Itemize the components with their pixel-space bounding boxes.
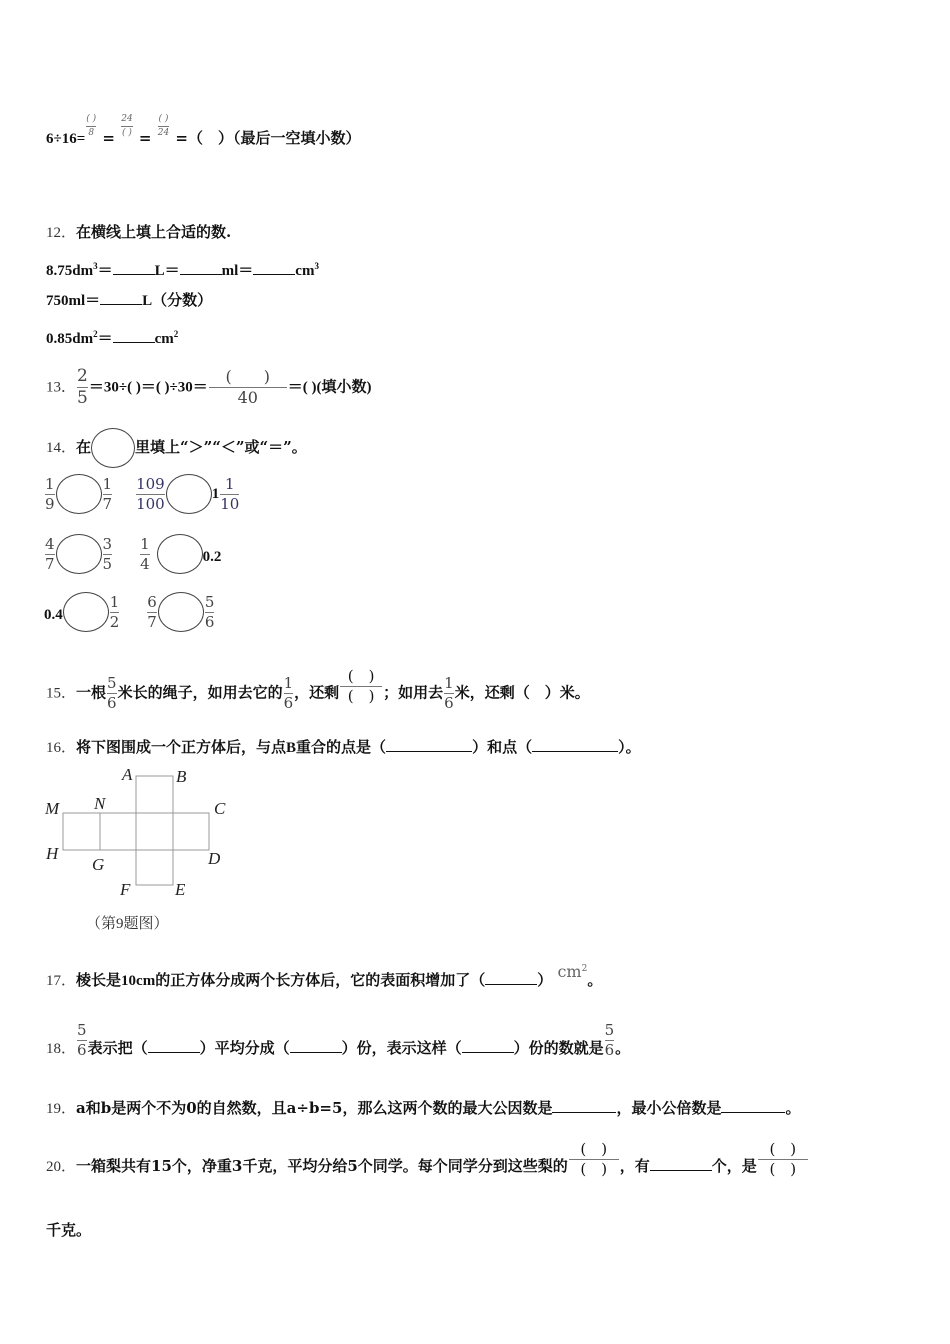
text: L（分数） — [142, 293, 213, 309]
compare-oval[interactable] — [63, 592, 109, 632]
text: L＝ — [154, 263, 180, 279]
text: ＝30÷( )＝( )÷30＝ — [88, 379, 208, 396]
label-d: D — [208, 849, 221, 868]
answer-fraction[interactable]: $\frac{( )}{( )}$ — [340, 669, 382, 704]
text: 0.85dm — [46, 331, 94, 347]
text: 将下图围成一个正方体后，与点 — [76, 738, 287, 756]
text: 个，是 — [711, 1157, 757, 1175]
fraction: $\frac{5}{6}$ — [204, 592, 215, 631]
label-g: G — [92, 855, 105, 874]
label-h: H — [46, 844, 59, 863]
text: 棱长是 — [76, 971, 122, 989]
compare-oval — [91, 428, 135, 468]
text: 。 — [615, 1039, 631, 1057]
text: 750ml＝ — [46, 293, 101, 309]
answer-blank[interactable] — [148, 1038, 200, 1053]
text: 在 — [76, 438, 92, 456]
q14-row-1 — [44, 474, 240, 514]
q14-row-2 — [44, 534, 221, 574]
question-number: 19． — [46, 1101, 77, 1117]
text: ）份的数就是 — [513, 1039, 604, 1057]
text: ＝( )(填小数) — [287, 379, 372, 396]
q11-frac-2: $\frac{24}{( )}$ — [121, 113, 133, 138]
q12-line-1 — [46, 256, 319, 281]
eq: = — [138, 129, 152, 147]
answer-blank[interactable] — [100, 290, 142, 305]
text: ）和点（ — [472, 738, 533, 756]
question-number: 18． — [46, 1041, 77, 1057]
question-number: 14． — [46, 440, 77, 456]
text: cm — [295, 263, 315, 279]
fraction: $\frac{6}{7}$ — [147, 592, 157, 631]
fraction: $\frac{5}{6}$ — [604, 1020, 615, 1059]
fraction: $\frac{5}{6}$ — [107, 674, 117, 712]
text: ，有 — [619, 1157, 650, 1175]
text: 的正方体分成两个长方体后，它的表面积增加了（ — [155, 971, 486, 989]
text: 表示把（ — [87, 1039, 148, 1057]
eq: = — [102, 129, 115, 147]
cube-net-figure — [40, 760, 240, 940]
label-c: C — [214, 799, 226, 818]
answer-blank[interactable] — [552, 1098, 616, 1113]
text: ＝ — [97, 331, 113, 347]
q19-line — [46, 1098, 800, 1119]
answer-blank[interactable] — [485, 970, 537, 985]
answer-blank[interactable] — [113, 328, 155, 343]
label-f: F — [120, 880, 131, 899]
question-number: 17． — [46, 973, 77, 989]
answer-blank[interactable] — [721, 1098, 785, 1113]
value: 10cm — [121, 973, 156, 989]
q11-tail: =（ ）（最后一空填小数） — [175, 129, 361, 147]
figure-caption: （第9题图） — [86, 916, 169, 932]
q14-row-3 — [44, 592, 215, 632]
label-n: N — [94, 794, 106, 813]
answer-blank[interactable] — [532, 737, 618, 752]
text: cm — [154, 331, 174, 347]
text: 。 — [587, 971, 603, 989]
fraction: $\frac{1}{6}$ — [444, 674, 454, 712]
label-a: A — [122, 765, 133, 784]
q13-frac-2: $\frac{( )}{40}$ — [209, 369, 287, 406]
text: ）平均分成（ — [199, 1039, 290, 1057]
text: 一箱梨共有15个，净重3千克，平均分给5个同学。每个同学分到这些梨的 — [76, 1157, 568, 1175]
question-number: 16． — [46, 740, 77, 756]
compare-oval[interactable] — [56, 474, 102, 514]
text: 8.75dm — [46, 263, 94, 279]
answer-blank[interactable] — [650, 1156, 712, 1171]
q13-frac: $\frac{2}{5}$ — [77, 366, 88, 408]
text: 米长的绳子，如用去它的 — [117, 683, 283, 702]
text: ，还剩 — [294, 683, 340, 702]
fraction: $\frac{1}{2}$ — [109, 592, 120, 631]
decimal: 0.2 — [202, 548, 222, 565]
text: 。 — [785, 1099, 801, 1117]
fraction: $\frac{1}{6}$ — [283, 674, 294, 712]
sup: 2 — [173, 329, 179, 339]
whole-number: 1 — [211, 485, 220, 502]
answer-blank[interactable] — [113, 260, 155, 275]
text: ，最小公倍数是 — [616, 1099, 722, 1117]
fraction: $\frac{3}{5}$ — [102, 534, 113, 573]
text: ；如用去 — [383, 683, 444, 702]
fraction: $\frac{1}{7}$ — [102, 474, 113, 513]
answer-fraction[interactable]: $\frac{( )}{( )}$ — [758, 1142, 808, 1177]
q13-line — [46, 368, 372, 407]
question-number: 12． — [46, 225, 77, 241]
text: 重合的点是（ — [296, 738, 387, 756]
q12-line-2 — [46, 290, 212, 311]
q12-title-text: 在横线上填上合适的数. — [76, 223, 232, 241]
compare-oval[interactable] — [158, 592, 204, 632]
text: a和b是两个不为0的自然数，且a÷b=5，那么这两个数的最大公因数是 — [76, 1099, 553, 1117]
unit: $cm^2$ — [557, 962, 588, 981]
text: ） — [537, 971, 553, 989]
text: 一根 — [76, 683, 107, 702]
fraction: $\frac{4}{7}$ — [45, 534, 55, 573]
text: 千克。 — [46, 1221, 92, 1239]
text: ml＝ — [221, 263, 254, 279]
question-number: 13． — [46, 379, 77, 396]
answer-blank[interactable] — [386, 737, 472, 752]
q11-line — [46, 113, 361, 149]
text: ＝ — [97, 263, 113, 279]
answer-blank[interactable] — [290, 1038, 342, 1053]
label-e: E — [175, 880, 186, 899]
sup: 2 — [93, 329, 98, 339]
fraction: $\frac{1}{10}$ — [220, 474, 240, 513]
q18-line — [46, 1020, 631, 1059]
label-b: B — [176, 767, 187, 786]
text: ）。 — [618, 738, 641, 756]
compare-oval[interactable] — [56, 534, 102, 574]
q12-title — [46, 222, 231, 243]
answer-blank[interactable] — [253, 260, 295, 275]
q15-line — [46, 667, 590, 712]
question-number: 20． — [46, 1159, 77, 1175]
sup: 3 — [314, 261, 319, 271]
answer-fraction[interactable]: $\frac{( )}{( )}$ — [569, 1142, 619, 1177]
compare-oval[interactable] — [166, 474, 212, 514]
q11-frac-3: $\frac{( )}{24}$ — [157, 113, 170, 138]
compare-oval[interactable] — [157, 534, 203, 574]
fraction: $\frac{109}{100}$ — [136, 474, 165, 513]
answer-blank[interactable] — [462, 1038, 514, 1053]
text: 里填上“＞”“＜”或“＝”。 — [135, 438, 307, 456]
q16-line — [46, 737, 641, 758]
question-number: 15． — [46, 685, 77, 702]
q12-line-3 — [46, 324, 178, 349]
decimal: 0.4 — [44, 606, 63, 623]
answer-blank[interactable] — [180, 260, 222, 275]
text: ）份，表示这样（ — [341, 1039, 462, 1057]
fraction: $\frac{5}{6}$ — [77, 1020, 87, 1059]
q11-frac-1: $\frac{( )}{8}$ — [86, 113, 97, 138]
point-label: B — [286, 740, 297, 756]
q11-lead: 6÷16= — [46, 131, 86, 147]
q17-line — [46, 962, 603, 991]
sup: 3 — [93, 261, 98, 271]
q20-line — [46, 1139, 809, 1178]
q14-line — [46, 428, 307, 468]
fraction: $\frac{1}{4}$ — [140, 534, 150, 573]
text: 米，还剩（ ）米。 — [454, 683, 590, 702]
q20-line-cont — [46, 1220, 91, 1240]
fraction: $\frac{1}{9}$ — [45, 474, 55, 513]
label-m: M — [45, 799, 60, 818]
